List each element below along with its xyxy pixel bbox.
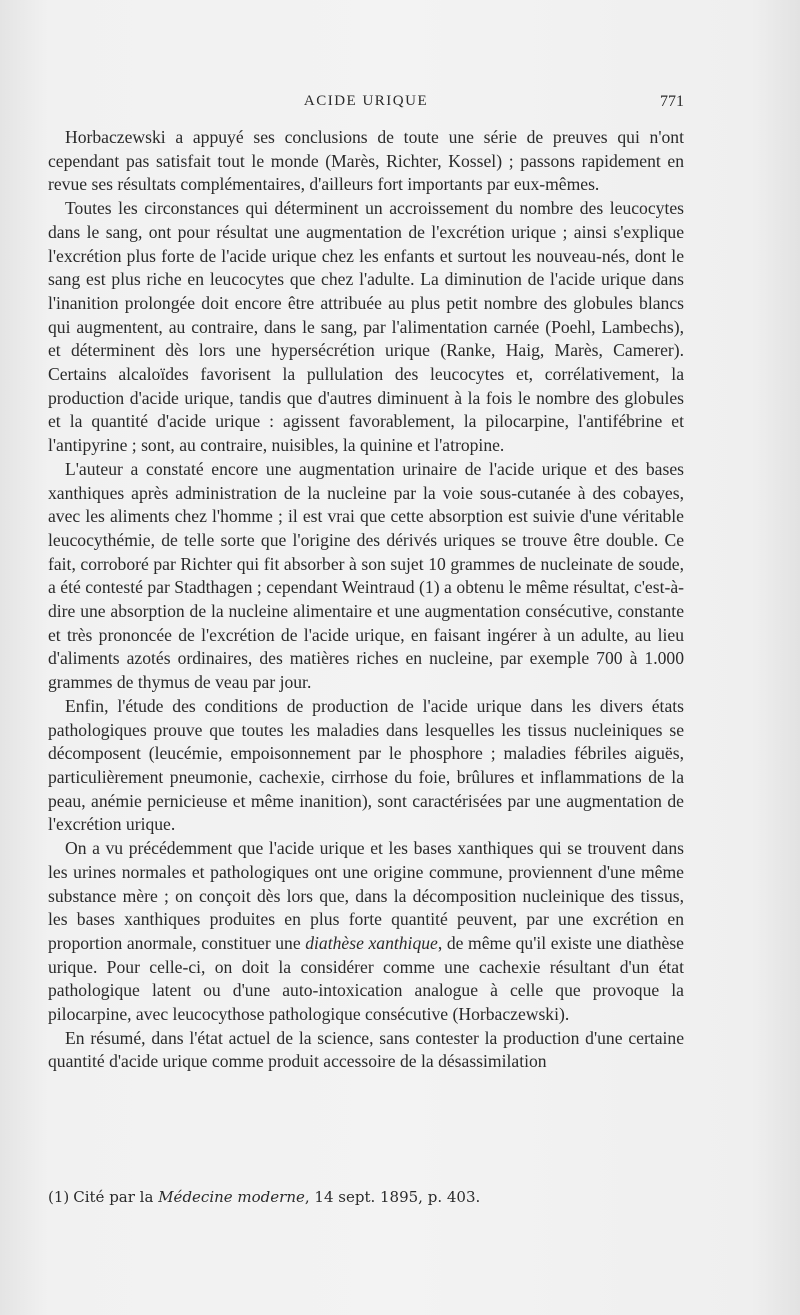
paragraph-5-text-a: On a vu précédemment que l'acide urique et les bases xanthiques qui se trouvent dans les urines normales et pathologiques ont une origine commune, proviennent d'une même substance mère ; on conçoit dès lors que, dans la décomposition nucleinique des tissus, les bases xanthiques produites en plus forte quantité peuvent, par une excrétion en proportion anormale, constituer une xyxy=(48,838,684,953)
footnote-number: (1) xyxy=(48,1188,70,1206)
page-number: 771 xyxy=(660,93,684,110)
paragraph-5-text-b: , de même qu'il existe une diathèse urique. Pour celle-ci, on doit la considérer comme une cachexie résultant d'un état pathologique latent ou d'une auto-intoxication analogue à celle que provoque la pilocarpine, avec leucocythose pathologique consécutive (Horbaczewski). xyxy=(48,932,684,1025)
footnote-source: Médecine moderne xyxy=(158,1188,305,1206)
paragraph-1: Horbaczewski a appuyé ses conclusions de toute une série de preuves qui n'ont cependant pas satisfait tout le monde (Marès, Richter, Kossel) ; passons rapidement en revue ses résultats complémentaires, d'ailleurs fort importants par eux-mêmes. xyxy=(48,127,684,195)
footnote-text-a: Cité par la xyxy=(73,1188,159,1206)
paragraph-2: Toutes les circonstances qui déterminent un accroissement du nombre des leucocytes dans le sang, ont pour résultat une augmentation de l'excrétion urique ; ainsi s'explique l'excrétion plus forte de l'acide urique chez les enfants et surtout les nouveau-nés, dont le sang est plus riche en leucocytes que chez l'adulte. La diminution de l'acide urique dans l'inanition prolongée doit encore être attribuée au plus petit nombre des globules blancs qui augmentent, au contraire, dans le sang, par l'alimentation carnée (Poehl, Lambechs), et déterminent dès lors une hypersécrétion urique (Ranke, Haig, Marès, Camerer). Certains alcaloïdes favorisent la pullulation des leucocytes et, corrélativement, la production d'acide urique, tandis que d'autres diminuent à la fois le nombre des globules et la quantité d'acide urique : agissent favorablement, la pilocarpine, l'antifébrine et l'antipyrine ; sont, au contraire, nuisibles, la quinine et l'atropine. xyxy=(48,198,684,456)
footnote xyxy=(48,1187,684,1207)
body-text xyxy=(48,126,684,1074)
footnote-text-b: , 14 sept. 1895, p. 403. xyxy=(304,1188,481,1206)
paragraph-5-italic-term: diathèse xanthique xyxy=(305,932,438,953)
running-title: ACIDE URIQUE xyxy=(303,93,429,109)
paragraph-4: Enfin, l'étude des conditions de production de l'acide urique dans les divers états pathologiques prouve que toutes les maladies dans lesquelles les tissus nucleiniques se décomposent (leucémie, empoisonnement par le phosphore ; maladies fébriles aiguës, particulièrement pneumonie, cachexie, cirrhose du foie, brûlures et inflammations de la peau, anémie pernicieuse et même inanition), sont caractérisées par une augmentation de l'excrétion urique. xyxy=(48,695,684,835)
paragraph-6: En résumé, dans l'état actuel de la science, sans contester la production d'une certaine quantité d'acide urique comme produit accessoire de la désassimilation xyxy=(48,1027,684,1072)
paragraph-5 xyxy=(48,837,684,1027)
paragraph-3: L'auteur a constaté encore une augmentation urinaire de l'acide urique et des bases xanthiques après administration de la nucleine par la voie sous-cutanée à des cobayes, avec les aliments chez l'homme ; il est vrai que cette absorption est suivie d'une véritable leucocythémie, de telle sorte que l'origine des dérivés uriques se trouve être double. Ce fait, corroboré par Richter qui fit absorber à son sujet 10 grammes de nucleinate de soude, a été contesté par Stadthagen ; cependant Weintraud (1) a obtenu le même résultat, c'est-à-dire une absorption de la nucleine alimentaire et une augmentation consécutive, constante et très prononcée de l'excrétion de l'acide urique, en faisant ingérer à un adulte, au lieu d'aliments azotés ordinaires, des matières riches en nucleine, par exemple 700 à 1.000 grammes de thymus de veau par jour. xyxy=(48,458,684,693)
running-head xyxy=(48,93,684,117)
